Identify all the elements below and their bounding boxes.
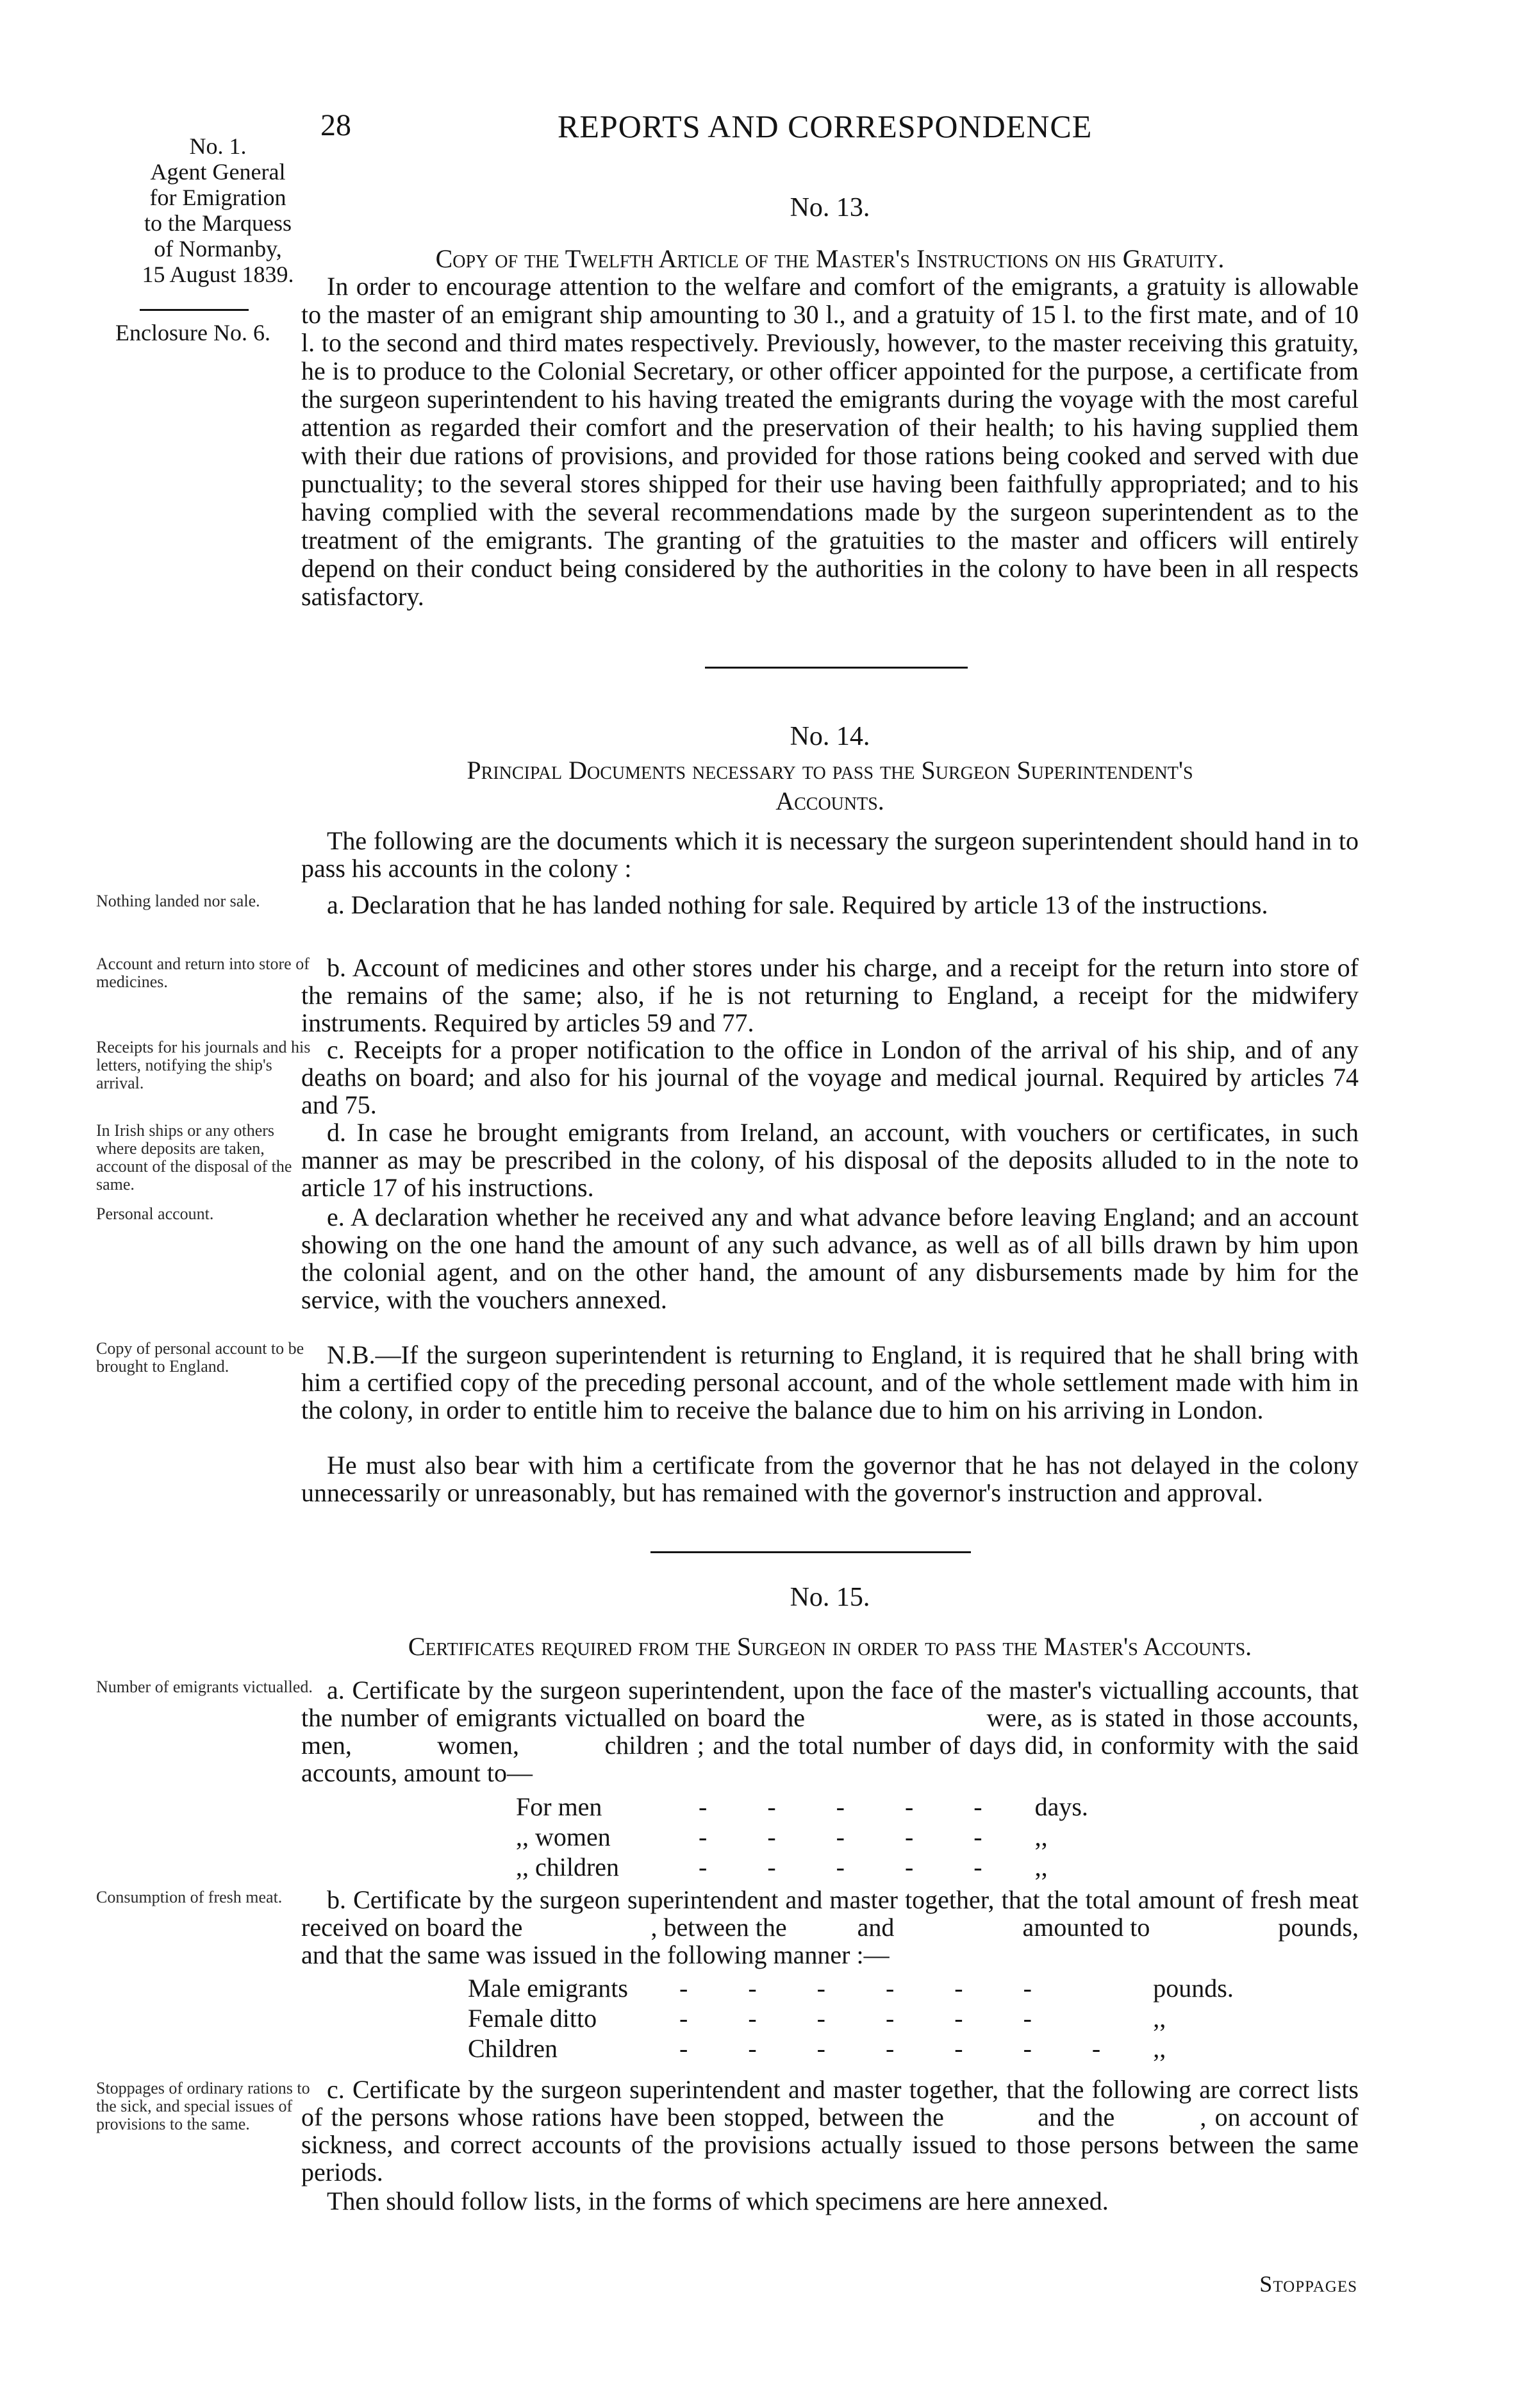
enclosure-label: Enclosure No. 6.	[115, 320, 270, 346]
no14-number: No. 14.	[790, 722, 870, 751]
margin-heading-line: of Normanby,	[154, 236, 282, 262]
row-unit: ,,	[1034, 1853, 1048, 1881]
row-dashes: - - - - -	[699, 1853, 1009, 1881]
margin-note-15b: Consumption of fresh meat.	[96, 1888, 283, 1906]
no15-item-a	[301, 1676, 1423, 1787]
row-unit: ,,	[1034, 1822, 1048, 1851]
row-label: ,, women	[516, 1822, 611, 1851]
no15-b-meat-table	[468, 1973, 1234, 2063]
no14-title-line: Principal Documents necessary to pass the Surgeon Superintendent's	[467, 756, 1193, 785]
row-dashes: - - - - - -	[679, 1974, 1059, 2003]
no15-number: No. 15.	[790, 1583, 870, 1612]
margin-heading-line: 15 August 1839.	[142, 262, 294, 287]
no15-title: Certificates required from the Surgeon in order to pass the Master's Accounts.	[408, 1632, 1252, 1661]
no14-item-text: a. Declaration that he has landed nothing for sale. Required by article 13 of the instructions.	[327, 890, 1268, 919]
meat-row	[468, 1973, 1234, 2003]
row-label: ,, children	[516, 1853, 620, 1881]
no13-title: Copy of the Twelfth Article of the Master's Instructions on his Gratuity.	[435, 244, 1225, 273]
catchword: Stoppages	[1259, 2271, 1357, 2297]
margin-heading-line: No. 1.	[189, 133, 247, 159]
no14-closing	[301, 1451, 1359, 1506]
margin-heading	[109, 133, 327, 287]
margin-note-15c: Stoppages of ordinary rations to the sick, and special issues of provisions to the same.	[96, 2079, 310, 2133]
margin-note-e: Personal account.	[96, 1204, 214, 1223]
row-unit: ,,	[1153, 2004, 1166, 2033]
row-dashes: - - - - - -	[679, 2004, 1059, 2033]
row-label: Male emigrants	[468, 1974, 628, 2003]
no14-intro-text: The following are the documents which it is necessary the surgeon superintendent should hand in to pass his accounts in the colony :	[301, 826, 1359, 883]
section-divider	[705, 667, 968, 669]
no14-item-e	[301, 1203, 1359, 1313]
days-row	[516, 1792, 1088, 1822]
no14-item-b	[301, 954, 1359, 1037]
no15-item-b	[301, 1885, 1365, 1969]
no13-number: No. 13.	[790, 193, 870, 222]
row-unit: pounds.	[1153, 1974, 1234, 2003]
row-dashes: - - - - -	[699, 1822, 1009, 1851]
page-number: 28	[320, 108, 351, 142]
no15-a-days-table	[516, 1792, 1088, 1882]
running-title: REPORTS AND CORRESPONDENCE	[558, 108, 1093, 144]
no13-text: In order to encourage attention to the welfare and comfort of the emigrants, a gratuity is allowable to the master of an emigrant ship amounting to 30 l., and a gratuity of 15 l. to the first mate, and of 10 l. to the second and third mates respectively. Previously, however, to the master receiving this gratuity, he is to produce to the Colonial Secretary, or other officer appointed for the purpose, a certificate from the surgeon superintendent to his having treated the emigrants during the voyage with the most careful attention as regarded their comfort and the preservation of their health; to his having supplied them with their due rations of provisions, and provided for those rations being cooked and served with due punctuality; to the several stores shipped for their use having been faithfully appropriated; and to his having complied with the several recommendations made by the surgeon superintendent as to the treatment of the emigrants. The granting of the gratuities to the master and officers will entirely depend on their conduct being considered by the authorities in the colony to have been in all respects satisfactory.	[301, 272, 1359, 611]
days-row	[516, 1822, 1088, 1852]
margin-heading-line: to the Marquess	[144, 210, 292, 236]
row-dashes: - - - - - - -	[679, 2034, 1128, 2063]
margin-note-a: Nothing landed nor sale.	[96, 892, 260, 910]
no14-closing-text: He must also bear with him a certificate from the governor that he has not delayed in the colony unnecessarily or unreasonably, but has remained with the governor's instruction and approval.	[301, 1451, 1359, 1507]
no15-item-text: c. Certificate by the surgeon superintendent and master together, that the following are correct lists of the persons whose rations have been stopped, between the and the , on account of sickness, and correct accounts of the provisions actually issued to those persons between the same periods.	[301, 2075, 1365, 2187]
section-divider	[650, 1551, 971, 1553]
no15-item-text: a. Certificate by the surgeon superintendent, upon the face of the master's victualling accounts, that the number of emigrants victualled on board the were, as is stated in those accounts, men, women, children ; and the total number of days did, in conformity with the said accounts, amount to—	[301, 1676, 1423, 1787]
margin-heading-line: for Emigration	[149, 185, 286, 210]
enclosure-rule	[140, 309, 249, 311]
no15-then	[301, 2187, 1359, 2215]
no14-title	[301, 755, 1359, 817]
no14-item-a	[301, 891, 1359, 919]
days-row	[516, 1852, 1088, 1882]
margin-heading-line: Agent General	[150, 159, 286, 185]
no14-item-text: N.B.—If the surgeon superintendent is returning to England, it is required that he shall bring with him a certified copy of the preceding personal account, and of the whole settlement made with him in the colony, in order to entitle him to receive the balance due to him on his arriving in London.	[301, 1340, 1359, 1424]
no15-then-text: Then should follow lists, in the forms of which specimens are here annexed.	[327, 2187, 1109, 2215]
row-unit: days.	[1034, 1792, 1088, 1821]
no14-item-text: e. A declaration whether he received any and what advance before leaving England; and an account showing on the one hand the amount of any such advance, as well as of all bills drawn by him upon the colonial agent, and on the other hand, the amount of any disbursements made by him for the service, with the vouchers annexed.	[301, 1203, 1359, 1314]
margin-note-nb: Copy of personal account to be brought to England.	[96, 1339, 304, 1376]
meat-row	[468, 2003, 1234, 2033]
row-dashes: - - - - -	[699, 1792, 1009, 1821]
row-label: For men	[516, 1792, 602, 1821]
row-unit: ,,	[1153, 2034, 1166, 2063]
no14-item-c	[301, 1036, 1359, 1119]
row-label: Female ditto	[468, 2004, 597, 2033]
row-label: Children	[468, 2034, 558, 2063]
no14-item-text: c. Receipts for a proper notification to the office in London of the arrival of his ship, and of any deaths on board; and also for his journal of the voyage and medical journal. Required by articles 74 and 75.	[301, 1035, 1359, 1119]
no15-item-c	[301, 2075, 1365, 2187]
no14-item-d	[301, 1119, 1359, 1201]
no13-body	[301, 272, 1359, 611]
no14-intro	[301, 827, 1359, 882]
no15-item-text: b. Certificate by the surgeon superintendent and master together, that the total amount of fresh meat received on board the , between the and amounted to pounds, and that the same was issued in the following manner :—	[301, 1885, 1365, 1969]
margin-note-c: Receipts for his journals and his letters, notifying the ship's arrival.	[96, 1038, 311, 1092]
margin-note-d: In Irish ships or any others where deposits are taken, account of the disposal of the same.	[96, 1121, 292, 1194]
no14-title-line: Accounts.	[775, 787, 884, 815]
no14-item-text: d. In case he brought emigrants from Ireland, an account, with vouchers or certificates, in such manner as may be prescribed in the colony, of his disposal of the deposits alluded to in the note to article 17 of his instructions.	[301, 1118, 1359, 1202]
no14-nb	[301, 1341, 1359, 1424]
margin-note-b: Account and return into store of medicines.	[96, 954, 310, 991]
meat-row	[468, 2033, 1234, 2063]
no14-item-text: b. Account of medicines and other stores under his charge, and a receipt for the return into store of the remains of the same; also, if he is not returning to England, a receipt for the midwifery instruments. Required by articles 59 and 77.	[301, 953, 1359, 1037]
margin-note-15a: Number of emigrants victualled.	[96, 1678, 313, 1696]
